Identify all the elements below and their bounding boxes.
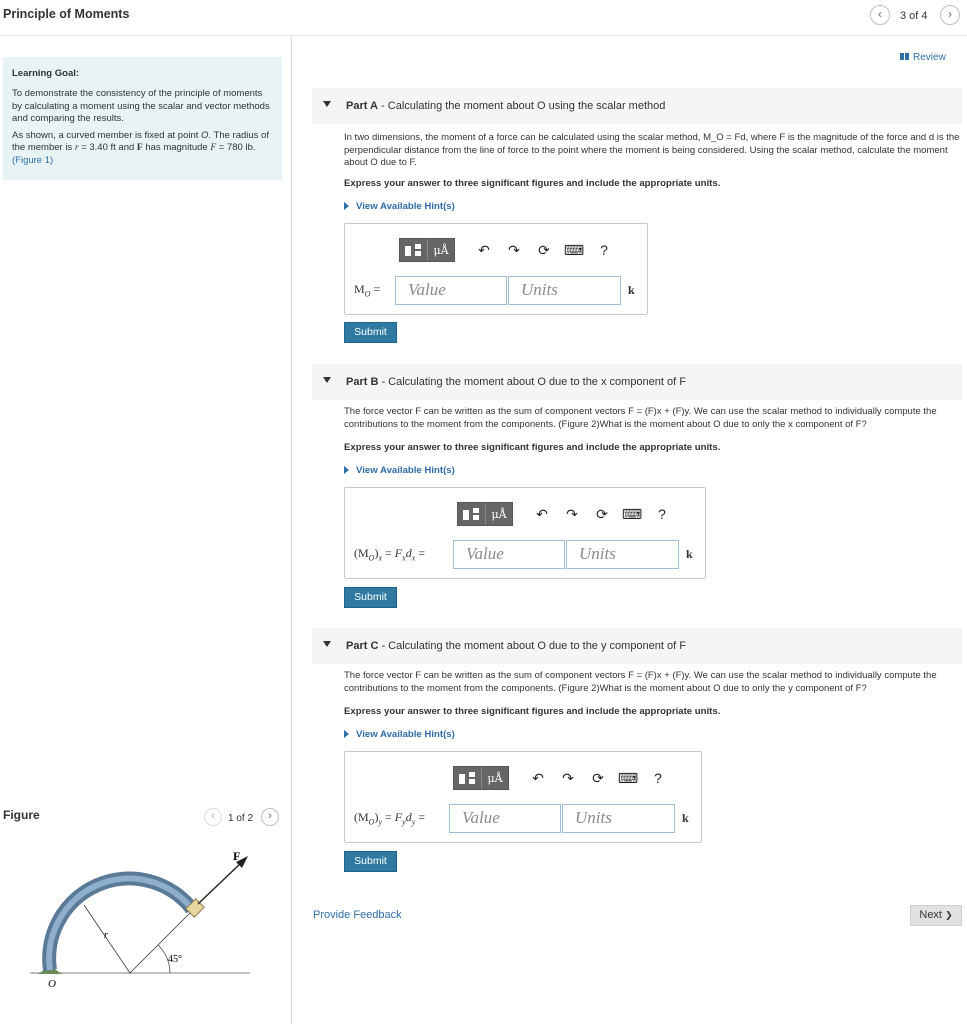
part-prefix: Part B [346, 376, 379, 388]
review-label: Review [913, 52, 946, 63]
part-c-answer-box [344, 751, 702, 843]
figure-title: Figure [3, 808, 40, 822]
undo-button[interactable] [523, 766, 553, 790]
text-fragment: r [74, 143, 79, 154]
learning-goal-title: Learning Goal: [12, 68, 80, 79]
figure-previous-button[interactable]: ‹ [204, 808, 222, 826]
templates-button[interactable] [400, 239, 427, 261]
undo-button[interactable] [527, 502, 557, 526]
reset-icon: ⟳ [538, 241, 550, 258]
force-arrow [198, 862, 242, 904]
help-button[interactable] [589, 238, 619, 262]
review-link[interactable] [900, 52, 946, 63]
part-a-value-input[interactable]: Value [395, 276, 507, 305]
caret-down-icon[interactable] [323, 101, 331, 107]
redo-button[interactable] [499, 238, 529, 262]
reset-button[interactable] [583, 766, 613, 790]
part-a-units-input[interactable]: Units [508, 276, 621, 305]
part-prefix: Part C [346, 640, 379, 652]
part-b-hint-link[interactable] [344, 465, 455, 476]
hint-label: View Available Hint(s) [356, 201, 455, 212]
chevron-left-icon: ‹ [878, 7, 882, 21]
provide-feedback-link[interactable]: Provide Feedback [313, 909, 402, 921]
units-symbol-icon: μÅ [487, 771, 503, 785]
part-b-answer-box [344, 487, 706, 579]
learning-goal-text: To demonstrate the consistency of the principle of moments by calculating a moment using the scalar and vector methods and comparing the results. [12, 88, 270, 124]
units-button[interactable] [427, 239, 454, 261]
help-button[interactable] [647, 502, 677, 526]
units-symbol-icon: μÅ [491, 507, 507, 521]
label-F: F [233, 849, 241, 863]
part-c-unit-suffix: k [682, 811, 689, 825]
undo-icon: ↶ [478, 241, 490, 258]
part-c-hint-link[interactable] [344, 729, 455, 740]
part-a-hint-link[interactable] [344, 201, 455, 212]
reset-icon: ⟳ [592, 769, 604, 786]
part-b-title [346, 376, 686, 388]
header [0, 0, 967, 36]
redo-button[interactable] [557, 502, 587, 526]
part-c [312, 628, 962, 888]
caret-down-icon[interactable] [323, 641, 331, 647]
part-title-text: - Calculating the moment about O using the scalar method [378, 100, 666, 112]
part-b-prompt: The force vector F can be written as the sum of component vectors F = (F)x + (F)y. We can use the scalar method to individually compute the contributions to the moment from the components. (Figure 2)What is the moment about O due to only the x component of F? [344, 406, 937, 430]
part-b-unit-suffix: k [686, 547, 693, 561]
units-button[interactable] [481, 767, 508, 789]
hint-label: View Available Hint(s) [356, 465, 455, 476]
part-c-instructions: Express your answer to three significant figures and include the appropriate units. [344, 706, 721, 717]
part-c-value-input[interactable]: Value [449, 804, 561, 833]
curved-member-figure [20, 840, 260, 990]
reset-button[interactable] [529, 238, 559, 262]
templates-button[interactable] [458, 503, 485, 525]
math-toolbar [399, 237, 619, 263]
help-icon: ? [600, 242, 608, 258]
units-symbol-icon: μÅ [433, 243, 449, 257]
undo-button[interactable] [469, 238, 499, 262]
previous-item-button[interactable] [870, 5, 890, 25]
part-a-equation-label: $M_O$ = [354, 282, 381, 299]
text-fragment: . The radius of the member is [12, 130, 269, 154]
keyboard-button[interactable] [617, 502, 647, 526]
review-icon [900, 53, 909, 60]
reset-icon: ⟳ [596, 505, 608, 522]
part-c-prompt: The force vector F can be written as the sum of component vectors F = (F)x + (F)y. We can use the scalar method to individually compute the contributions to the moment from the components. (Figure 2)What is the moment about O due to only the y component of F? [344, 670, 937, 694]
units-button[interactable] [485, 503, 512, 525]
next-item-button[interactable] [940, 5, 960, 25]
label-angle: 45° [168, 954, 182, 965]
undo-icon: ↶ [536, 505, 548, 522]
part-b-value-input[interactable]: Value [453, 540, 565, 569]
part-c-header[interactable] [312, 628, 962, 664]
label-r: r [104, 930, 108, 941]
part-a-unit-suffix: k [628, 283, 635, 297]
part-a-answer-box [344, 223, 648, 315]
next-page-button[interactable] [910, 905, 962, 926]
part-a-header[interactable] [312, 88, 962, 124]
toolbar-group [399, 238, 455, 262]
chevron-right-icon: ❯ [945, 910, 953, 920]
problem-statement [12, 130, 273, 167]
help-button[interactable] [643, 766, 673, 790]
redo-icon: ↷ [508, 241, 520, 258]
templates-icon [405, 244, 422, 256]
math-toolbar [457, 501, 677, 527]
keyboard-icon: ⌨ [621, 505, 643, 522]
keyboard-button[interactable] [559, 238, 589, 262]
text-fragment: has magnitude [142, 142, 211, 154]
part-title-text: - Calculating the moment about O due to the y component of F [378, 640, 686, 652]
part-b-instructions: Express your answer to three significant figures and include the appropriate units. [344, 442, 721, 453]
hint-label: View Available Hint(s) [356, 729, 455, 740]
keyboard-button[interactable] [613, 766, 643, 790]
templates-icon [459, 772, 476, 784]
toolbar-group [457, 502, 513, 526]
text-fragment: O [201, 130, 209, 142]
part-a-submit-button[interactable]: Submit [344, 322, 397, 343]
part-c-units-input[interactable]: Units [562, 804, 675, 833]
page-title: Principle of Moments [3, 7, 130, 21]
part-title-text: - Calculating the moment about O due to the x component of F [378, 376, 686, 388]
part-c-submit-button[interactable]: Submit [344, 851, 397, 872]
part-prefix: Part A [346, 100, 378, 112]
templates-icon [463, 508, 480, 520]
chevron-right-icon: › [948, 7, 952, 21]
label-O: O [48, 978, 56, 990]
part-b-header[interactable] [312, 364, 962, 400]
part-b [312, 364, 962, 624]
templates-button[interactable] [454, 767, 481, 789]
part-b-submit-button[interactable]: Submit [344, 587, 397, 608]
figure-next-button[interactable]: › [261, 808, 279, 826]
item-counter: 3 of 4 [900, 10, 928, 22]
learning-goal-panel [3, 57, 282, 180]
part-a [312, 88, 962, 348]
part-c-title [346, 640, 686, 652]
part-a-title [346, 100, 665, 112]
undo-icon: ↶ [532, 769, 544, 786]
help-icon: ? [658, 506, 666, 522]
toolbar-group [453, 766, 509, 790]
text-fragment: = 780 lb. [216, 142, 256, 154]
keyboard-icon: ⌨ [617, 769, 639, 786]
text-fragment: As shown, a curved member is fixed at point [12, 130, 202, 142]
math-toolbar [453, 765, 673, 791]
text-fragment: F [136, 143, 143, 154]
help-icon: ? [654, 770, 662, 786]
next-label: Next [919, 909, 942, 921]
redo-icon: ↷ [566, 505, 578, 522]
caret-right-icon [344, 730, 349, 738]
part-b-equation-label: $(M_O)_x = F_xd_x$ = [354, 546, 426, 563]
text-fragment: = 3.40 ft and [78, 142, 137, 154]
caret-right-icon [344, 466, 349, 474]
keyboard-icon: ⌨ [563, 241, 585, 258]
caret-right-icon [344, 202, 349, 210]
text-fragment: F [210, 143, 217, 154]
reset-button[interactable] [587, 502, 617, 526]
figure-1-link[interactable]: (Figure 1) [12, 154, 54, 166]
part-a-instructions: Express your answer to three significant figures and include the appropriate units. [344, 178, 721, 189]
caret-down-icon[interactable] [323, 377, 331, 383]
part-b-units-input[interactable]: Units [566, 540, 679, 569]
redo-icon: ↷ [562, 769, 574, 786]
figure-counter: 1 of 2 [228, 813, 254, 824]
redo-button[interactable] [553, 766, 583, 790]
column-divider [291, 37, 292, 1024]
part-a-prompt: In two dimensions, the moment of a force can be calculated using the scalar method, M_O = Fd, where F is the magnitude of the force and d is the perpendicular distance from the line of force to the point where the moment is being considered. Using the scalar method, calculate the moment about O due to F. [344, 132, 960, 168]
part-c-equation-label: $(M_O)_y = F_yd_y$ = [354, 810, 426, 827]
